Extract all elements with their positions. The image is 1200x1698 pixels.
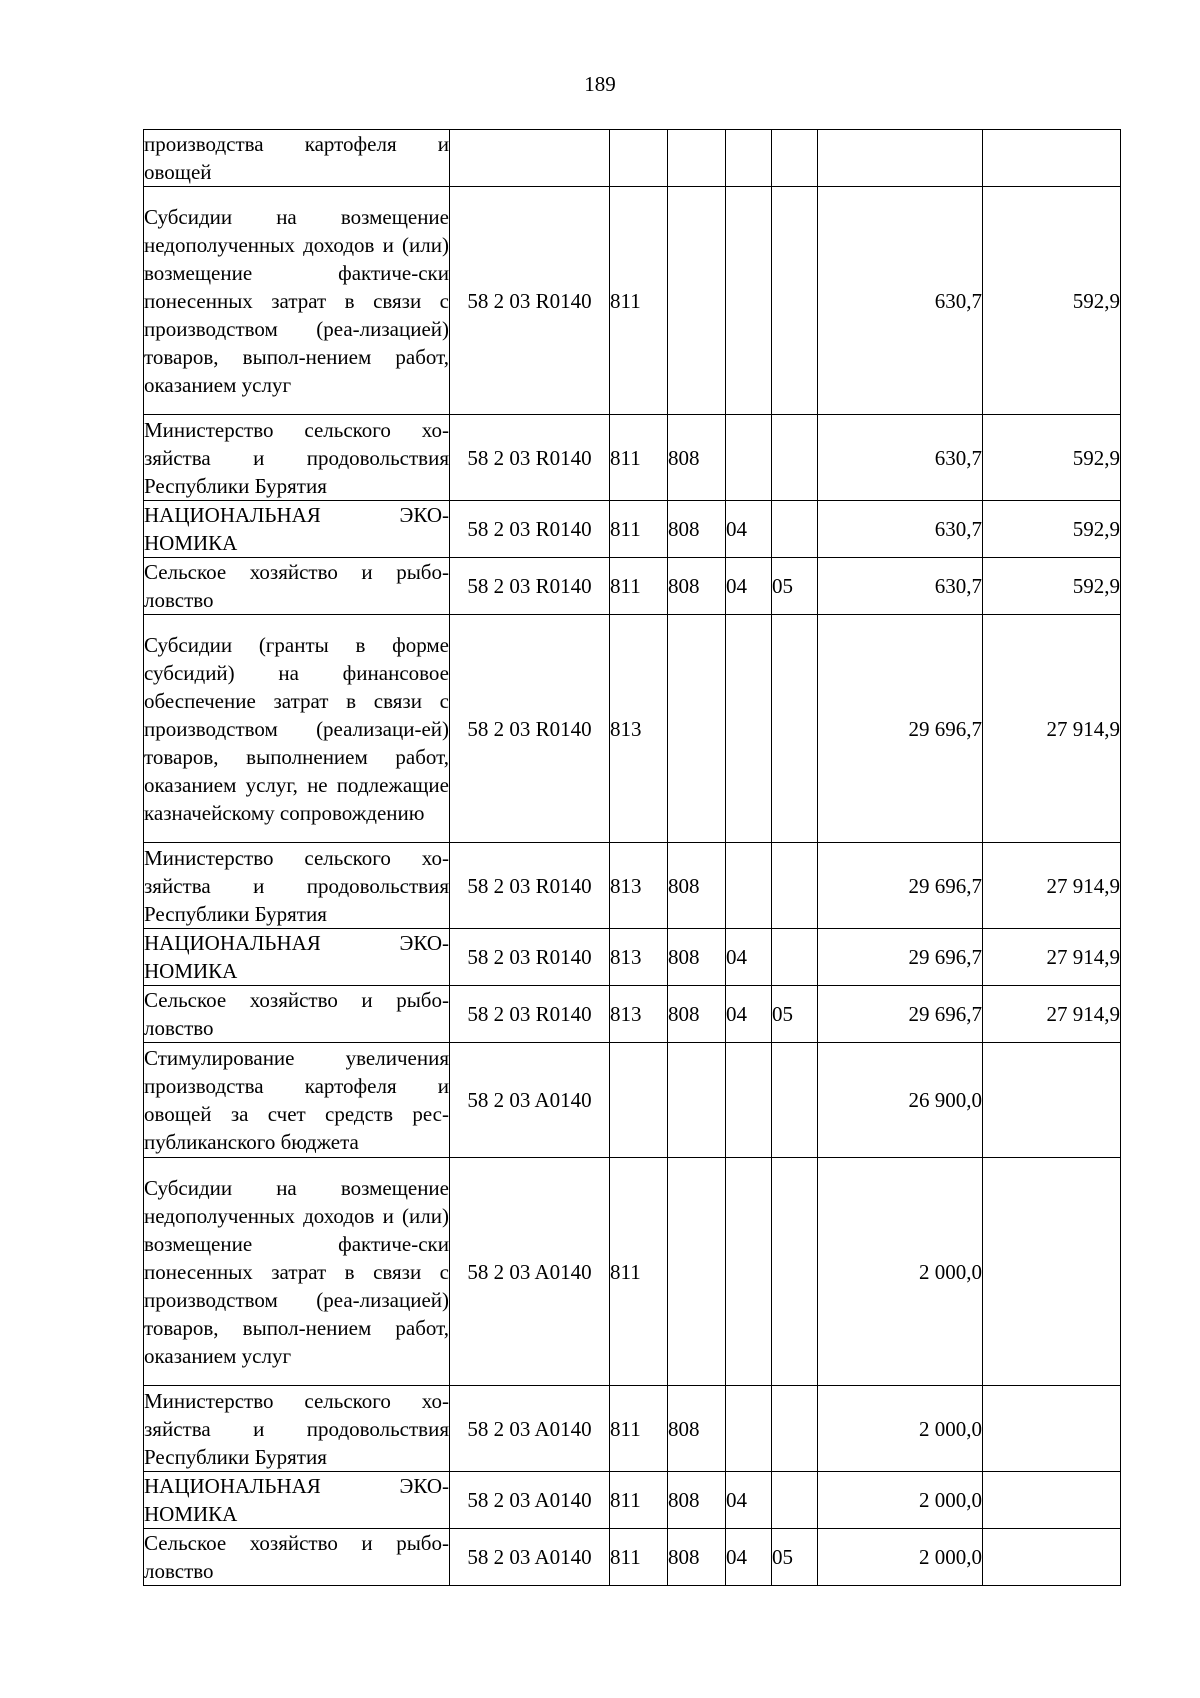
cell-ministry-code: 808 xyxy=(668,843,726,929)
cell-amount-year-2 xyxy=(983,1529,1121,1586)
cell-name: Субсидии на возмещение недополученных доходов и (или) возмещение фактиче-ски понесенных затрат в связи с производством (реа-лизацией) товаров, выпол-нением работ, оказанием услуг xyxy=(144,187,450,415)
cell-expense-type: 811 xyxy=(610,187,668,415)
cell-section xyxy=(726,130,772,187)
cell-section xyxy=(726,1043,772,1158)
cell-amount-year-1: 630,7 xyxy=(818,187,983,415)
cell-section xyxy=(726,615,772,843)
cell-ministry-code: 808 xyxy=(668,501,726,558)
table-row xyxy=(144,1043,1121,1158)
table-row xyxy=(144,1529,1121,1586)
table-row xyxy=(144,415,1121,501)
cell-name: производства картофеля и овощей xyxy=(144,130,450,187)
cell-expense-type: 811 xyxy=(610,1472,668,1529)
cell-target-article: 58 2 03 A0140 xyxy=(450,1472,610,1529)
cell-ministry-code: 808 xyxy=(668,929,726,986)
cell-name: Сельское хозяйство и рыбо-ловство xyxy=(144,558,450,615)
cell-amount-year-2: 592,9 xyxy=(983,187,1121,415)
cell-amount-year-2: 27 914,9 xyxy=(983,929,1121,986)
cell-section: 04 xyxy=(726,1472,772,1529)
budget-table-body xyxy=(144,130,1121,1586)
table-row xyxy=(144,130,1121,187)
cell-ministry-code xyxy=(668,615,726,843)
cell-subsection xyxy=(772,1386,818,1472)
cell-amount-year-2: 592,9 xyxy=(983,501,1121,558)
table-row xyxy=(144,1472,1121,1529)
cell-section: 04 xyxy=(726,986,772,1043)
cell-ministry-code: 808 xyxy=(668,986,726,1043)
cell-expense-type: 811 xyxy=(610,501,668,558)
cell-target-article: 58 2 03 R0140 xyxy=(450,187,610,415)
cell-subsection: 05 xyxy=(772,1529,818,1586)
cell-subsection xyxy=(772,1472,818,1529)
cell-amount-year-1 xyxy=(818,130,983,187)
budget-table xyxy=(143,129,1121,1586)
cell-expense-type xyxy=(610,130,668,187)
cell-subsection xyxy=(772,1043,818,1158)
cell-expense-type: 813 xyxy=(610,929,668,986)
cell-name: Стимулирование увеличения производства картофеля и овощей за счет средств рес-публиканского бюджета xyxy=(144,1043,450,1158)
cell-expense-type: 813 xyxy=(610,615,668,843)
cell-section xyxy=(726,1158,772,1386)
cell-ministry-code: 808 xyxy=(668,1472,726,1529)
cell-section xyxy=(726,1386,772,1472)
cell-expense-type xyxy=(610,1043,668,1158)
cell-amount-year-1: 2 000,0 xyxy=(818,1158,983,1386)
cell-ministry-code: 808 xyxy=(668,415,726,501)
cell-ministry-code: 808 xyxy=(668,1386,726,1472)
cell-expense-type: 811 xyxy=(610,1158,668,1386)
table-row xyxy=(144,501,1121,558)
cell-ministry-code: 808 xyxy=(668,1529,726,1586)
cell-amount-year-2: 592,9 xyxy=(983,558,1121,615)
cell-subsection xyxy=(772,187,818,415)
table-row xyxy=(144,615,1121,843)
cell-amount-year-1: 2 000,0 xyxy=(818,1472,983,1529)
cell-amount-year-1: 630,7 xyxy=(818,501,983,558)
cell-target-article: 58 2 03 R0140 xyxy=(450,415,610,501)
cell-name: Субсидии на возмещение недополученных доходов и (или) возмещение фактиче-ски понесенных затрат в связи с производством (реа-лизацией) товаров, выпол-нением работ, оказанием услуг xyxy=(144,1158,450,1386)
cell-amount-year-1: 29 696,7 xyxy=(818,615,983,843)
table-row xyxy=(144,1158,1121,1386)
cell-subsection xyxy=(772,501,818,558)
cell-amount-year-1: 29 696,7 xyxy=(818,986,983,1043)
cell-target-article: 58 2 03 R0140 xyxy=(450,929,610,986)
table-row xyxy=(144,1386,1121,1472)
table-row xyxy=(144,187,1121,415)
cell-section xyxy=(726,843,772,929)
cell-ministry-code xyxy=(668,1158,726,1386)
cell-subsection xyxy=(772,130,818,187)
cell-section: 04 xyxy=(726,929,772,986)
cell-expense-type: 813 xyxy=(610,843,668,929)
cell-amount-year-2: 27 914,9 xyxy=(983,843,1121,929)
cell-amount-year-2 xyxy=(983,1472,1121,1529)
cell-name: Министерство сельского хо-зяйства и продовольствия Республики Бурятия xyxy=(144,843,450,929)
cell-section: 04 xyxy=(726,558,772,615)
cell-name: НАЦИОНАЛЬНАЯ ЭКО-НОМИКА xyxy=(144,501,450,558)
cell-amount-year-1: 630,7 xyxy=(818,558,983,615)
cell-target-article: 58 2 03 R0140 xyxy=(450,986,610,1043)
cell-name: Субсидии (гранты в форме субсидий) на финансовое обеспечение затрат в связи с производством (реализаци-ей) товаров, выполнением работ, оказанием услуг, не подлежащие казначейскому сопровождению xyxy=(144,615,450,843)
cell-target-article: 58 2 03 R0140 xyxy=(450,615,610,843)
cell-section xyxy=(726,187,772,415)
cell-amount-year-2 xyxy=(983,130,1121,187)
cell-name: Министерство сельского хо-зяйства и продовольствия Республики Бурятия xyxy=(144,415,450,501)
cell-amount-year-2: 27 914,9 xyxy=(983,615,1121,843)
cell-subsection xyxy=(772,929,818,986)
cell-name: НАЦИОНАЛЬНАЯ ЭКО-НОМИКА xyxy=(144,929,450,986)
cell-amount-year-1: 2 000,0 xyxy=(818,1529,983,1586)
cell-subsection xyxy=(772,615,818,843)
cell-section: 04 xyxy=(726,1529,772,1586)
cell-name: Сельское хозяйство и рыбо-ловство xyxy=(144,986,450,1043)
cell-ministry-code xyxy=(668,130,726,187)
cell-amount-year-2: 27 914,9 xyxy=(983,986,1121,1043)
table-row xyxy=(144,929,1121,986)
cell-target-article: 58 2 03 A0140 xyxy=(450,1386,610,1472)
cell-subsection xyxy=(772,1158,818,1386)
cell-subsection: 05 xyxy=(772,558,818,615)
cell-expense-type: 811 xyxy=(610,1386,668,1472)
table-row xyxy=(144,986,1121,1043)
cell-name: Министерство сельского хо-зяйства и продовольствия Республики Бурятия xyxy=(144,1386,450,1472)
table-row xyxy=(144,558,1121,615)
cell-ministry-code: 808 xyxy=(668,558,726,615)
cell-amount-year-2: 592,9 xyxy=(983,415,1121,501)
cell-amount-year-1: 2 000,0 xyxy=(818,1386,983,1472)
cell-target-article: 58 2 03 R0140 xyxy=(450,558,610,615)
cell-target-article: 58 2 03 R0140 xyxy=(450,843,610,929)
cell-target-article: 58 2 03 R0140 xyxy=(450,501,610,558)
page-number: 189 xyxy=(584,72,616,96)
cell-target-article: 58 2 03 A0140 xyxy=(450,1158,610,1386)
cell-ministry-code xyxy=(668,187,726,415)
cell-amount-year-1: 26 900,0 xyxy=(818,1043,983,1158)
cell-target-article xyxy=(450,130,610,187)
cell-expense-type: 813 xyxy=(610,986,668,1043)
cell-amount-year-1: 29 696,7 xyxy=(818,843,983,929)
cell-ministry-code xyxy=(668,1043,726,1158)
cell-subsection xyxy=(772,843,818,929)
cell-expense-type: 811 xyxy=(610,558,668,615)
cell-amount-year-1: 630,7 xyxy=(818,415,983,501)
cell-amount-year-1: 29 696,7 xyxy=(818,929,983,986)
cell-amount-year-2 xyxy=(983,1043,1121,1158)
cell-amount-year-2 xyxy=(983,1386,1121,1472)
table-row xyxy=(144,843,1121,929)
cell-name: Сельское хозяйство и рыбо-ловство xyxy=(144,1529,450,1586)
cell-name: НАЦИОНАЛЬНАЯ ЭКО-НОМИКА xyxy=(144,1472,450,1529)
cell-target-article: 58 2 03 A0140 xyxy=(450,1043,610,1158)
cell-target-article: 58 2 03 A0140 xyxy=(450,1529,610,1586)
cell-section xyxy=(726,415,772,501)
cell-expense-type: 811 xyxy=(610,415,668,501)
cell-subsection: 05 xyxy=(772,986,818,1043)
cell-section: 04 xyxy=(726,501,772,558)
cell-subsection xyxy=(772,415,818,501)
cell-amount-year-2 xyxy=(983,1158,1121,1386)
cell-expense-type: 811 xyxy=(610,1529,668,1586)
